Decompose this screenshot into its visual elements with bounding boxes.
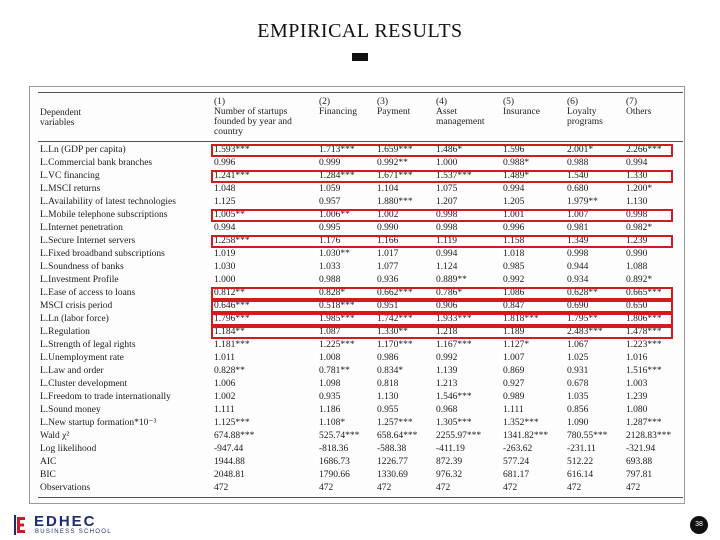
cell-value: 1.257*** (377, 418, 413, 428)
cell-value: 1.124 (436, 262, 458, 272)
header-bottom-rule (38, 141, 683, 142)
cell-value: 0.935 (319, 392, 341, 402)
row-label: L.Internet penetration (40, 223, 123, 233)
cell-value: 1.125 (214, 197, 236, 207)
row-label: BIC (40, 470, 56, 480)
cell-value: 1.933*** (436, 314, 472, 324)
table-row (0, 157, 720, 170)
table-top-rule (38, 92, 683, 93)
cell-value: 0.936 (377, 275, 399, 285)
edhec-logo (14, 513, 124, 537)
cell-value: 1.985*** (319, 314, 355, 324)
cell-value: 1.170*** (377, 340, 413, 350)
row-label: MSCI crisis period (40, 301, 113, 311)
cell-value: 1790.66 (319, 470, 350, 480)
highlight-box (211, 300, 673, 313)
cell-value: 1.002 (377, 210, 399, 220)
row-label: AIC (40, 457, 57, 467)
cell-value: -321.94 (626, 444, 656, 454)
cell-value: 1.000 (214, 275, 236, 285)
cell-value: 0.781** (319, 366, 350, 376)
table-row (0, 352, 720, 365)
row-label: L.MSCI returns (40, 184, 101, 194)
cell-value: 472 (626, 483, 641, 493)
cell-value: 0.828* (319, 288, 346, 298)
row-label: L.Regulation (40, 327, 90, 337)
header-col-3: (3) Payment (377, 97, 411, 117)
cell-value: 1.546*** (436, 392, 472, 402)
cell-value: -263.62 (503, 444, 533, 454)
cell-value: 1226.77 (377, 457, 408, 467)
cell-value: 616.14 (567, 470, 594, 480)
row-label: L.Cluster development (40, 379, 128, 389)
cell-value: 0.994 (626, 158, 648, 168)
cell-value: 1.213 (436, 379, 458, 389)
cell-value: 1.218 (436, 327, 458, 337)
cell-value: 1.067 (567, 340, 589, 350)
cell-value: 1.478*** (626, 327, 662, 337)
page-number-badge: 38 (690, 516, 708, 534)
cell-value: 1.239 (626, 392, 648, 402)
cell-value: 0.678 (567, 379, 589, 389)
row-label: L.Commercial bank branches (40, 158, 153, 168)
cell-value: 1330.69 (377, 470, 408, 480)
cell-value: 1.795** (567, 314, 598, 324)
cell-value: -947.44 (214, 444, 244, 454)
cell-value: 1.806*** (626, 314, 662, 324)
cell-value: 1.284*** (319, 171, 355, 181)
cell-value: 0.990 (377, 223, 399, 233)
cell-value: 1.003 (626, 379, 648, 389)
cell-value: 1.593*** (214, 145, 250, 155)
cell-value: 1686.73 (319, 457, 350, 467)
edhec-emblem-icon (14, 515, 28, 535)
cell-value: 1.239 (626, 236, 648, 246)
cell-value: 0.986 (377, 353, 399, 363)
cell-value: 1.007 (503, 353, 525, 363)
cell-value: 1.287*** (626, 418, 662, 428)
highlight-box (211, 326, 673, 339)
cell-value: 0.996 (503, 223, 525, 233)
cell-value: 1.540 (567, 171, 589, 181)
cell-value: 0.981 (567, 223, 589, 233)
row-label: L.Fixed broadband subscriptions (40, 249, 165, 259)
table-row (0, 261, 720, 274)
cell-value: 797.81 (626, 470, 653, 480)
cell-value: 0.856 (567, 405, 589, 415)
cell-value: 1.516*** (626, 366, 662, 376)
row-label: L.Sound money (40, 405, 101, 415)
cell-value: 0.889** (436, 275, 467, 285)
table-row (0, 196, 720, 209)
cell-value: 0.847 (503, 301, 525, 311)
cell-value: 0.988 (319, 275, 341, 285)
cell-value: 1.048 (214, 184, 236, 194)
row-label: L.Ln (GDP per capita) (40, 145, 126, 155)
table-row (0, 404, 720, 417)
cell-value: -588.38 (377, 444, 407, 454)
cell-value: 1.080 (626, 405, 648, 415)
cell-value: 1.030 (214, 262, 236, 272)
header-col-4: (4) Asset management (436, 97, 485, 127)
cell-value: 0.906 (436, 301, 458, 311)
cell-value: 1.111 (214, 405, 235, 415)
slide-title: EMPIRICAL RESULTS (257, 20, 463, 42)
row-label: L.Unemployment rate (40, 353, 124, 363)
cell-value: 1.207 (436, 197, 458, 207)
cell-value: 1.352*** (503, 418, 539, 428)
cell-value: 1.006** (319, 210, 350, 220)
table-row (0, 430, 720, 443)
cell-value: 525.74*** (319, 431, 360, 441)
cell-value: 1.176 (319, 236, 341, 246)
cell-value: 1.006 (214, 379, 236, 389)
table-row (0, 222, 720, 235)
cell-value: 472 (319, 483, 334, 493)
cell-value: 1.088 (626, 262, 648, 272)
cell-value: 1.258*** (214, 236, 250, 246)
cell-value: 1944.88 (214, 457, 245, 467)
row-label: L.Investment Profile (40, 275, 119, 285)
cell-value: -818.36 (319, 444, 349, 454)
row-label: L.Ease of access to loans (40, 288, 136, 298)
highlight-box (211, 170, 673, 183)
row-label: L.Mobile telephone subscriptions (40, 210, 168, 220)
cell-value: 1.017 (377, 249, 399, 259)
cell-value: 1.019 (214, 249, 236, 259)
title-underline-bar (352, 53, 368, 61)
highlight-box (211, 235, 673, 248)
table-row (0, 443, 720, 456)
cell-value: 0.650 (626, 301, 648, 311)
cell-value: 0.892* (626, 275, 653, 285)
header-dependent-variables: Dependent variables (40, 108, 82, 128)
cell-value: 577.24 (503, 457, 530, 467)
cell-value: 1.818*** (503, 314, 539, 324)
cell-value: 0.518*** (319, 301, 355, 311)
row-label: Wald χ² (40, 431, 70, 441)
cell-value: 1.018 (503, 249, 525, 259)
cell-value: 0.968 (436, 405, 458, 415)
row-label: L.Availability of latest technologies (40, 197, 176, 207)
header-col-2: (2) Financing (319, 97, 357, 117)
cell-value: 1.225*** (319, 340, 355, 350)
table-row (0, 183, 720, 196)
table-row (0, 482, 720, 495)
cell-value: 472 (436, 483, 451, 493)
cell-value: 1.087 (319, 327, 341, 337)
cell-value: 1.659*** (377, 145, 413, 155)
cell-value: 472 (503, 483, 518, 493)
cell-value: 0.992 (436, 353, 458, 363)
cell-value: -231.11 (567, 444, 596, 454)
cell-value: 0.646*** (214, 301, 250, 311)
cell-value: 658.64*** (377, 431, 418, 441)
cell-value: 0.680 (567, 184, 589, 194)
highlight-box (211, 313, 673, 326)
row-label: L.VC financing (40, 171, 100, 181)
cell-value: 1.033 (319, 262, 341, 272)
cell-value: 1.119 (436, 236, 458, 246)
logo-name: EDHEC (34, 513, 97, 530)
cell-value: 2255.97*** (436, 431, 482, 441)
cell-value: 0.992** (377, 158, 408, 168)
cell-value: 1.086 (503, 288, 525, 298)
cell-value: 1.000 (436, 158, 458, 168)
logo-subtitle: BUSINESS SCHOOL (35, 529, 112, 535)
cell-value: 1.139 (436, 366, 458, 376)
cell-value: 1.330** (377, 327, 408, 337)
row-label: L.Freedom to trade internationally (40, 392, 171, 402)
cell-value: 0.989 (503, 392, 525, 402)
cell-value: 1.158 (503, 236, 525, 246)
table-row (0, 469, 720, 482)
cell-value: 1.200* (626, 184, 653, 194)
cell-value: 1.796*** (214, 314, 250, 324)
cell-value: 0.927 (503, 379, 525, 389)
cell-value: 0.786* (436, 288, 463, 298)
cell-value: 1.241*** (214, 171, 250, 181)
table-row (0, 248, 720, 261)
row-label: L.Law and order (40, 366, 104, 376)
cell-value: 0.990 (626, 249, 648, 259)
table-row (0, 274, 720, 287)
cell-value: 0.998 (436, 223, 458, 233)
table-row (0, 417, 720, 430)
cell-value: 0.628** (567, 288, 598, 298)
cell-value: 472 (377, 483, 392, 493)
cell-value: 1.001 (503, 210, 525, 220)
cell-value: 1.075 (436, 184, 458, 194)
table-row (0, 339, 720, 352)
highlight-box (211, 144, 673, 157)
cell-value: 1.189 (503, 327, 525, 337)
row-label: L.Secure Internet servers (40, 236, 136, 246)
cell-value: 2.483*** (567, 327, 603, 337)
cell-value: 1.166 (377, 236, 399, 246)
cell-value: 0.999 (319, 158, 341, 168)
cell-value: 872.39 (436, 457, 463, 467)
cell-value: 1.011 (214, 353, 236, 363)
cell-value: 0.994 (503, 184, 525, 194)
cell-value: 1.005** (214, 210, 245, 220)
cell-value: 0.998 (567, 249, 589, 259)
cell-value: 2128.83*** (626, 431, 672, 441)
cell-value: 0.944 (567, 262, 589, 272)
cell-value: 0.996 (214, 158, 236, 168)
cell-value: 1.077 (377, 262, 399, 272)
cell-value: 0.995 (319, 223, 341, 233)
cell-value: 2.266*** (626, 145, 662, 155)
highlight-box (211, 209, 673, 222)
cell-value: 1.537*** (436, 171, 472, 181)
cell-value: 1.002 (214, 392, 236, 402)
cell-value: 0.951 (377, 301, 399, 311)
cell-value: 0.662*** (377, 288, 413, 298)
table-row (0, 456, 720, 469)
cell-value: 1.059 (319, 184, 341, 194)
cell-value: 1.979** (567, 197, 598, 207)
cell-value: 0.812** (214, 288, 245, 298)
cell-value: 2.001* (567, 145, 594, 155)
cell-value: 1.596 (503, 145, 525, 155)
table-row (0, 365, 720, 378)
cell-value: 1341.82*** (503, 431, 549, 441)
cell-value: 0.994 (214, 223, 236, 233)
cell-value: 1.098 (319, 379, 341, 389)
cell-value: 0.992 (503, 275, 525, 285)
cell-value: 0.934 (567, 275, 589, 285)
cell-value: 1.025 (567, 353, 589, 363)
header-col-1: (1) Number of startups founded by year and country (214, 97, 292, 137)
header-col-6: (6) Loyalty programs (567, 97, 603, 127)
cell-value: 1.016 (626, 353, 648, 363)
cell-value: -411.19 (436, 444, 465, 454)
cell-value: 1.880*** (377, 197, 413, 207)
cell-value: 693.88 (626, 457, 653, 467)
cell-value: 1.167*** (436, 340, 472, 350)
cell-value: 0.665*** (626, 288, 662, 298)
cell-value: 1.330 (626, 171, 648, 181)
cell-value: 0.982* (626, 223, 653, 233)
cell-value: 0.957 (319, 197, 341, 207)
cell-value: 1.742*** (377, 314, 413, 324)
cell-value: 0.994 (436, 249, 458, 259)
cell-value: 780.55*** (567, 431, 608, 441)
cell-value: 1.104 (377, 184, 399, 194)
header-col-5: (5) Insurance (503, 97, 540, 117)
cell-value: 1.008 (319, 353, 341, 363)
cell-value: 0.998 (626, 210, 648, 220)
row-label: Observations (40, 483, 91, 493)
row-label: L.Ln (labor force) (40, 314, 109, 324)
table-row (0, 391, 720, 404)
cell-value: 1.125*** (214, 418, 250, 428)
cell-value: 681.17 (503, 470, 530, 480)
cell-value: 0.985 (503, 262, 525, 272)
cell-value: 1.035 (567, 392, 589, 402)
row-label: L.Strength of legal rights (40, 340, 136, 350)
cell-value: 1.130 (377, 392, 399, 402)
cell-value: 472 (567, 483, 582, 493)
highlight-box (211, 287, 673, 300)
cell-value: 1.489* (503, 171, 530, 181)
table-bottom-rule (38, 497, 683, 498)
cell-value: 0.988 (567, 158, 589, 168)
cell-value: 1.108* (319, 418, 346, 428)
cell-value: 976.32 (436, 470, 463, 480)
cell-value: 1.127* (503, 340, 530, 350)
header-col-7: (7) Others (626, 97, 652, 117)
cell-value: 1.007 (567, 210, 589, 220)
cell-value: 0.834* (377, 366, 404, 376)
cell-value: 512.22 (567, 457, 594, 467)
table-row (0, 378, 720, 391)
cell-value: 0.955 (377, 405, 399, 415)
row-label: L.New startup formation*10⁻³ (40, 418, 157, 428)
row-label: L.Soundness of banks (40, 262, 124, 272)
cell-value: 0.931 (567, 366, 589, 376)
cell-value: 1.671*** (377, 171, 413, 181)
cell-value: 1.713*** (319, 145, 355, 155)
cell-value: 1.223*** (626, 340, 662, 350)
cell-value: 1.090 (567, 418, 589, 428)
cell-value: 1.111 (503, 405, 524, 415)
cell-value: 1.486* (436, 145, 463, 155)
cell-value: 1.305*** (436, 418, 472, 428)
cell-value: 0.988* (503, 158, 530, 168)
cell-value: 1.030** (319, 249, 350, 259)
cell-value: 674.88*** (214, 431, 255, 441)
row-label: Log likelihood (40, 444, 97, 454)
cell-value: 1.349 (567, 236, 589, 246)
cell-value: 2048.81 (214, 470, 245, 480)
cell-value: 1.205 (503, 197, 525, 207)
cell-value: 1.184** (214, 327, 245, 337)
cell-value: 0.998 (436, 210, 458, 220)
cell-value: 0.869 (503, 366, 525, 376)
cell-value: 0.690 (567, 301, 589, 311)
cell-value: 0.828** (214, 366, 245, 376)
cell-value: 472 (214, 483, 229, 493)
cell-value: 1.130 (626, 197, 648, 207)
cell-value: 0.818 (377, 379, 399, 389)
cell-value: 1.181*** (214, 340, 250, 350)
cell-value: 1.186 (319, 405, 341, 415)
